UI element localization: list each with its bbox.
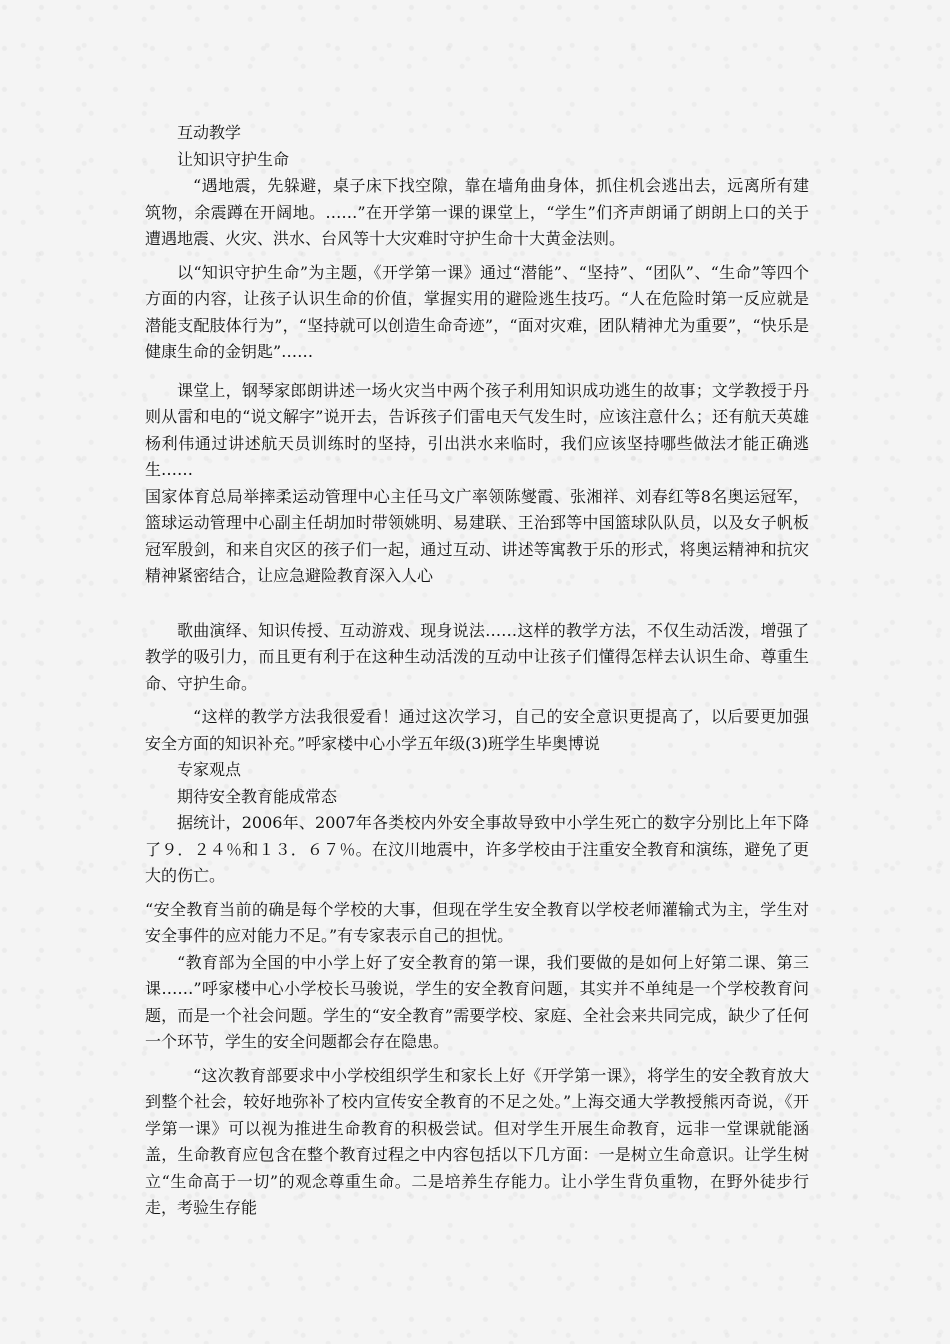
section-heading-expert-view: 专家观点 [177, 760, 242, 779]
paragraph-teaching-method: 歌曲演绎、知识传授、互动游戏、现身说法……这样的教学方法，不仅生动活泼，增强了教学的吸引力，而且更有利于在这种生动活泼的互动中让孩子们懂得怎样去认识生命、尊重生命、守护生命。 [145, 620, 809, 693]
section-heading-interactive-teaching: 互动教学 [177, 123, 242, 142]
section-subheading-knowledge-protects-life: 让知识守护生命 [177, 149, 290, 169]
paragraph-principal-quote: “教育部为全国的中小学上好了安全教育的第一课，我们要做的是如何上好第二课、第三课……”呼家楼中心小学校长马骏说，学生的安全教育问题，其实并不单纯是一个学校教育问题，而是一个社会问题。学生的“安全教育”需要学校、家庭、全社会来共同完成，缺少了任何一个环节，学生的安全问题都会存在隐患。 [145, 952, 809, 1051]
paragraph-professor-quote: “这次教育部要求中小学校组织学生和家长上好《开学第一课》，将学生的安全教育放大到整个社会，较好地弥补了校内宣传安全教育的不足之处。”上海交通大学教授熊丙奇说，《开学第一课》可以视为推进生命教育的积极尝试。但对学生开展生命教育，远非一堂课就能涵盖，生命教育应包含在整个教育过程之中内容包括以下几方面：一是树立生命意识。让学生树立“生命高于一切”的观念尊重生命。二是培养生存能力。让小学生背负重物，在野外徒步行走，考验生存能 [145, 1065, 809, 1217]
paragraph-earthquake-rules: “遇地震，先躲避，桌子床下找空隙，靠在墙角曲身体，抓住机会逃出去，远离所有建筑物，余震蹲在开阔地。……”在开学第一课的课堂上，“学生”们齐声朗诵了朗朗上口的关于遭遇地震、火灾、洪水、台风等十大灾难时守护生命十大黄金法则。 [145, 176, 809, 248]
paragraph-knowledge-protects-life: 以“知识守护生命”为主题，《开学第一课》通过“潜能”、“坚持”、“团队”、“生命”等四个方面的内容，让孩子认识生命的价值，掌握实用的避险逃生技巧。“人在危险时第一反应就是潜能支配肢体行为”，“坚持就可以创造生命奇迹”，“面对灾难，团队精神尤为重要”，“快乐是健康生命的金钥匙”…… [145, 262, 809, 361]
paragraph-expert-concern: “安全教育当前的确是每个学校的大事，但现在学生安全教育以学校老师灌输式为主，学生对安全事件的应对能力不足。”有专家表示自己的担忧。 [145, 899, 809, 945]
section-subheading-safety-education: 期待安全教育能成常态 [177, 786, 338, 806]
paragraph-statistics: 据统计，2006年、2007年各类校内外安全事故导致中小学生死亡的数字分别比上年下降了９．２４％和１３．６７％。在汶川地震中，许多学校由于注重安全教育和演练，避免了更大的伤亡。 [145, 813, 809, 885]
paragraph-student-quote: “这样的教学方法我很爱看！通过这次学习，自己的安全意识更提高了，以后要更加强安全方面的知识补充。”呼家楼中心小学五年级(3)班学生毕奥博说 [145, 707, 809, 753]
article-body [145, 120, 809, 1222]
paragraph-classroom-stories: 课堂上，钢琴家郎朗讲述一场火灾当中两个孩子利用知识成功逃生的故事；文学教授于丹则从雷和电的“说文解字”说开去，告诉孩子们雷电天气发生时，应该注意什么；还有航天英雄杨利伟通过讲述航天员训练时的坚持，引出洪水来临时，我们应该坚持哪些做法才能正确逃生…… [145, 380, 809, 479]
paragraph-olympic-champions: 国家体育总局举摔柔运动管理中心主任马文广率领陈燮霞、张湘祥、刘春红等8名奥运冠军，篮球运动管理中心副主任胡加时带领姚明、易建联、王治郅等中国篮球队队员，以及女子帆板冠军殷剑，和来自灾区的孩子们一起，通过互动、讲述等寓教于乐的形式，将奥运精神和抗灾精神紧密结合，让应急避险教育深入人心 [145, 486, 809, 585]
